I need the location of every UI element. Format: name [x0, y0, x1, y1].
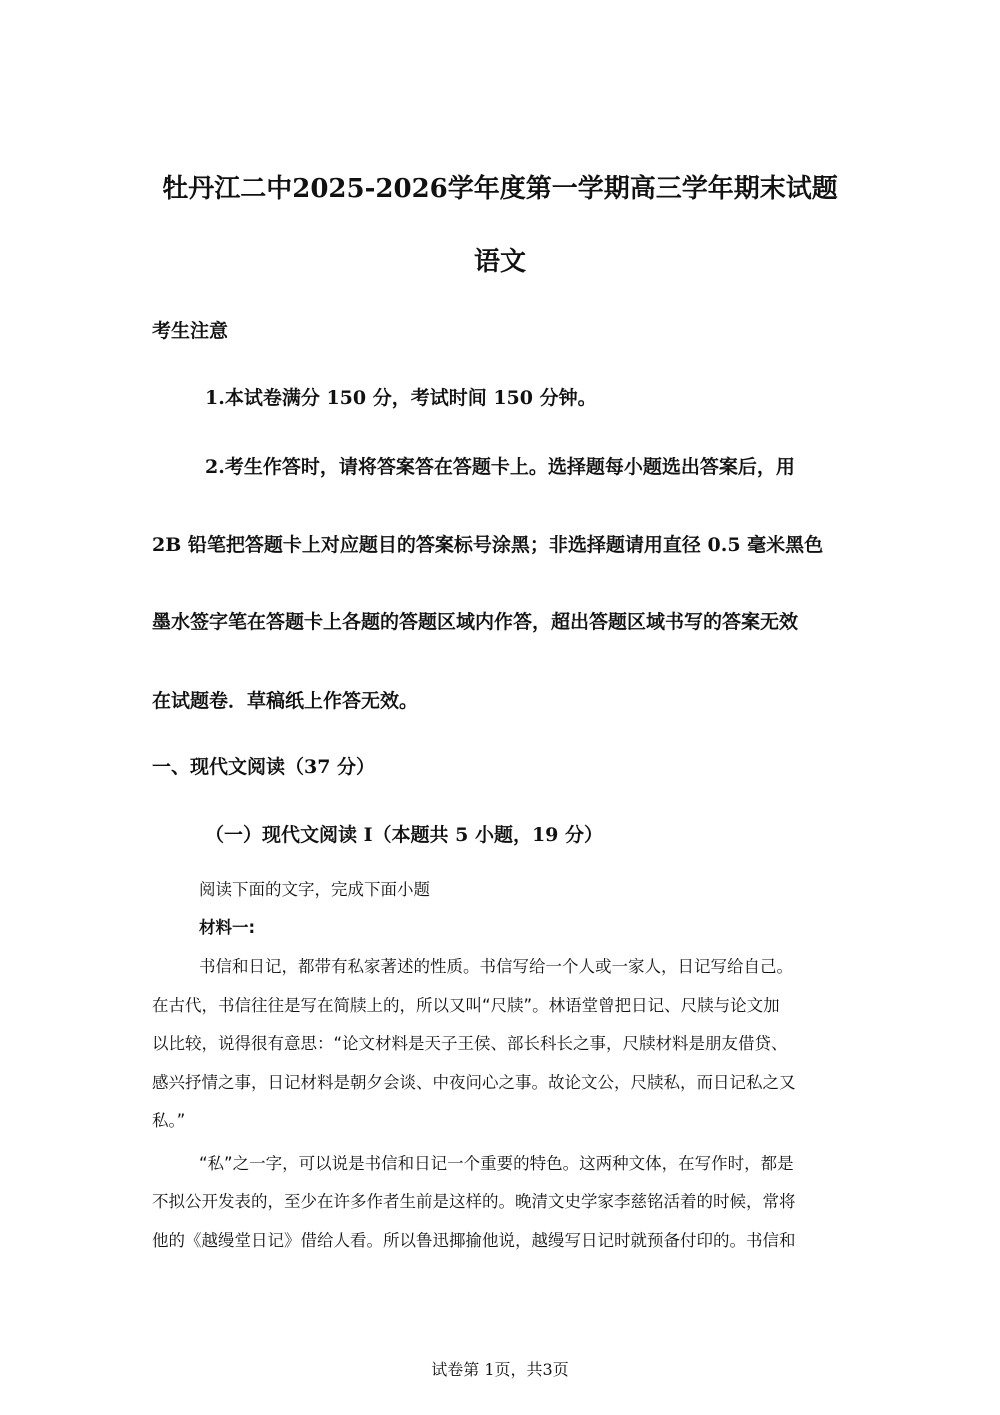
section-heading: 一、现代文阅读（37 分） [152, 756, 376, 778]
notice-heading: 考生注意 [152, 320, 229, 342]
paragraph-line: “私”之一字，可以说是书信和日记一个重要的特色。这两种文体，在写作时，都是 [199, 1154, 794, 1173]
paragraph-line: 在古代，书信往往是写在简牍上的，所以又叫“尺牍”。林语堂曾把日记、尺牍与论文加 [152, 996, 780, 1015]
material-label: 材料一: [199, 918, 256, 937]
paragraph-line: 以比较，说得很有意思：“论文材料是天子王侯、部长科长之事，尺牍材料是朋友借贷、 [152, 1034, 788, 1053]
notice-item-2-line-2: 2B 铅笔把答题卡上对应题目的答案标号涂黑；非选择题请用直径 0.5 毫米黑色 [152, 534, 824, 556]
exam-title: 牡丹江二中2025-2026学年度第一学期高三学年期末试题 [162, 174, 838, 204]
paragraph-line: 感兴抒情之事，日记材料是朝夕会谈、中夜问心之事。故论文公，尺牍私，而日记私之又 [152, 1073, 796, 1092]
notice-item-2-line-4: 在试题卷．草稿纸上作答无效。 [152, 690, 419, 712]
notice-item-2-line-1: 2.考生作答时，请将答案答在答题卡上。选择题每小题选出答案后，用 [205, 456, 795, 478]
subsection-heading: （一）现代文阅读 I（本题共 5 小题，19 分） [205, 824, 604, 846]
paragraph-line: 书信和日记，都带有私家著述的性质。书信写给一个人或一家人，日记写给自己。 [199, 957, 793, 976]
notice-item-1: 1.本试卷满分 150 分，考试时间 150 分钟。 [205, 387, 597, 409]
paragraph-line: 私。” [152, 1111, 186, 1130]
paragraph-line: 不拟公开发表的，至少在许多作者生前是这样的。晚清文史学家李慈铭活着的时候，常将 [152, 1192, 796, 1211]
page-number: 试卷第 1页，共3页 [431, 1360, 569, 1379]
reading-instruction: 阅读下面的文字，完成下面小题 [199, 880, 430, 899]
exam-subject: 语文 [473, 247, 526, 277]
paragraph-line: 他的《越缦堂日记》借给人看。所以鲁迅揶揄他说，越缦写日记时就预备付印的。书信和 [152, 1231, 796, 1250]
notice-item-2-line-3: 墨水签字笔在答题卡上各题的答题区域内作答，超出答题区域书写的答案无效 [152, 611, 799, 633]
